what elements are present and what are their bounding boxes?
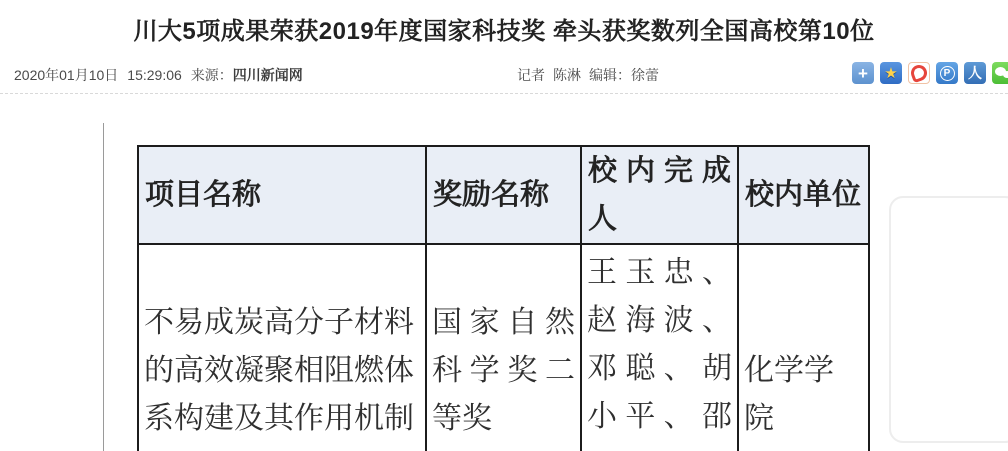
content-left-border xyxy=(103,123,104,451)
people-line: 赵海波、 xyxy=(587,304,732,337)
publish-time: 15:29:06 xyxy=(127,67,182,83)
meta-row xyxy=(0,62,1008,86)
dashed-divider xyxy=(0,93,1008,94)
project-line: 不易成炭高分子材料 xyxy=(144,306,414,339)
cell-completers xyxy=(581,244,738,451)
header-people-label-line1: 校内完成 xyxy=(588,155,731,187)
source-label: 来源： xyxy=(190,67,233,83)
people-line: 邓聪、胡 xyxy=(587,352,732,385)
renren-icon[interactable] xyxy=(964,62,986,84)
share-bar xyxy=(852,62,1008,84)
publish-date: 2020年01月10日 xyxy=(14,67,119,83)
editor-label: 编辑： xyxy=(589,67,631,83)
share-more-icon[interactable] xyxy=(852,62,874,84)
header-people xyxy=(581,146,738,244)
header-unit xyxy=(738,146,869,244)
reporter-label: 记者 xyxy=(517,67,545,83)
wechat-icon[interactable] xyxy=(992,62,1008,84)
sina-weibo-icon[interactable] xyxy=(908,62,930,84)
table-row xyxy=(138,244,869,451)
unit-label: 化学学院 xyxy=(744,354,834,435)
source-name: 四川新闻网 xyxy=(232,67,303,83)
header-project xyxy=(138,146,426,244)
table-header-row xyxy=(138,146,869,244)
project-line: 的高效凝聚相阻燃体 xyxy=(144,354,414,387)
header-people-label-line2: 人 xyxy=(588,203,618,235)
person-glyph: 人 xyxy=(968,65,982,81)
publish-info xyxy=(14,65,303,85)
header-award xyxy=(426,146,581,244)
project-line: 系构建及其作用机制 xyxy=(144,402,414,435)
cell-unit xyxy=(738,244,869,451)
byline xyxy=(517,65,659,85)
award-line: 国家自然 xyxy=(432,306,575,339)
header-project-label: 项目名称 xyxy=(145,179,262,211)
background-card xyxy=(889,196,1008,443)
award-line: 科学奖二 xyxy=(432,354,575,387)
cell-award-name xyxy=(426,244,581,451)
tencent-p-icon[interactable] xyxy=(936,62,958,84)
reporter-name: 陈淋 xyxy=(553,67,581,83)
cell-project-name xyxy=(138,244,426,451)
people-line: 小平、邵 xyxy=(587,400,732,433)
plus-glyph: + xyxy=(858,63,868,83)
awards-table xyxy=(137,145,870,451)
page-title: 川大5项成果荣获2019年度国家科技奖 牵头获奖数列全国高校第10位 xyxy=(133,18,875,45)
award-line: 等奖 xyxy=(432,402,492,435)
header-unit-label: 校内单位 xyxy=(745,179,862,211)
star-glyph: ★ xyxy=(884,64,898,82)
p-glyph: P xyxy=(940,66,955,81)
header-award-label: 奖励名称 xyxy=(433,179,550,211)
editor-name: 徐蕾 xyxy=(631,67,659,83)
people-line: 王玉忠、 xyxy=(587,256,732,289)
qzone-icon[interactable] xyxy=(880,62,902,84)
